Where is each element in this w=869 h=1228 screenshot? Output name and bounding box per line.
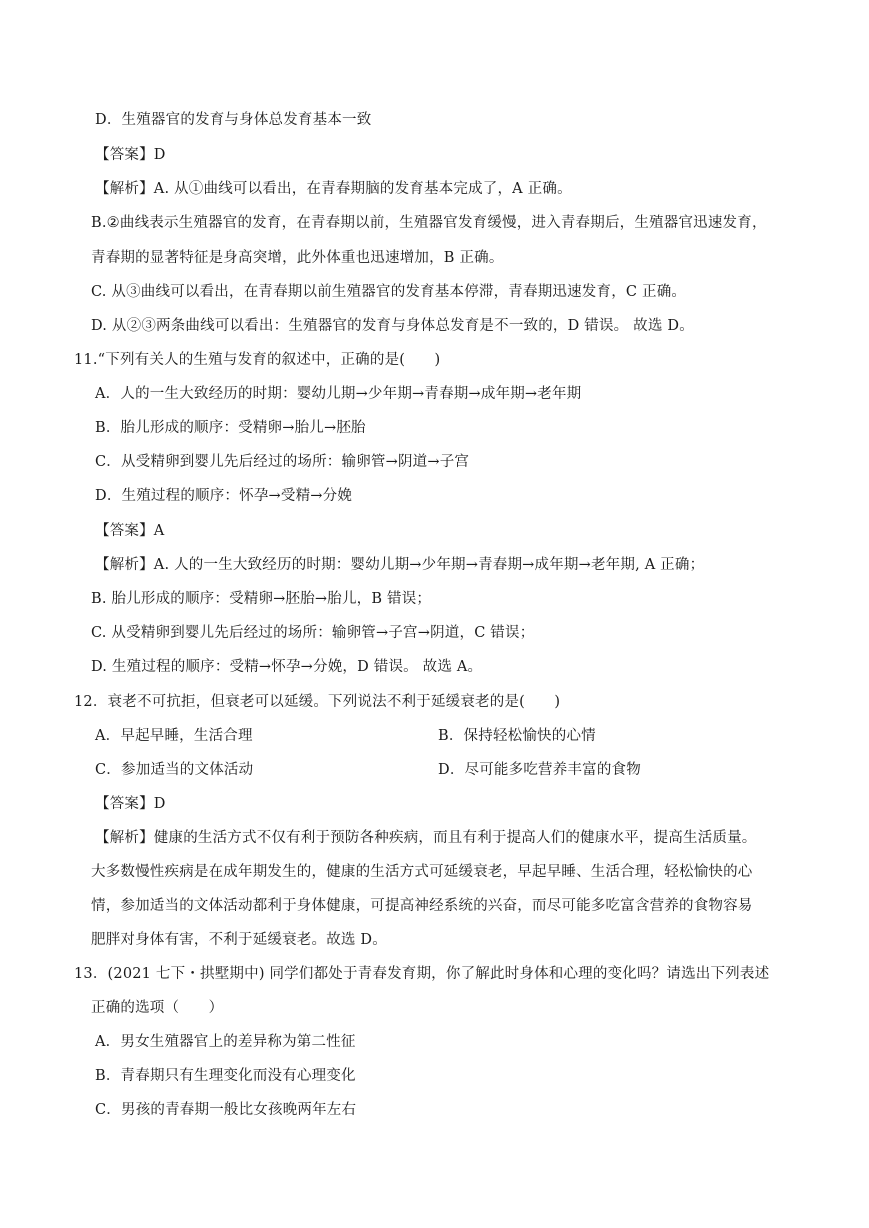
q12-stem: 12．衰老不可抗拒，但衰老可以延缓。下列说法不利于延缓衰老的是( ) xyxy=(74,694,561,710)
q11-option-c: C．从受精卵到婴儿先后经过的场所：输卵管→阴道→子宫 xyxy=(95,454,470,470)
q12-analysis-line: 【解析】健康的生活方式不仅有利于预防各种疾病，而且有利于提高人们的健康水平，提高生活质量。 xyxy=(95,830,757,846)
q12-answer: 【答案】D xyxy=(95,796,166,812)
q12-option-a: A．早起早睡，生活合理 xyxy=(95,728,253,744)
q13-option-c: C．男孩的青春期一般比女孩晚两年左右 xyxy=(95,1102,357,1118)
q13-option-a: A．男女生殖器官上的差异称为第二性征 xyxy=(95,1034,356,1050)
q13-stem-line: 13．(2021 七下・拱墅期中) 同学们都处于青春发育期，你了解此时身体和心理的变化吗？请选出下列表述 xyxy=(74,966,770,982)
q10-analysis-line: 青春期的显著特征是身高突增，此外体重也迅速增加，B 正确。 xyxy=(91,250,504,266)
q10-analysis-line: B.②曲线表示生殖器官的发育，在青春期以前，生殖器官发育缓慢，进入青春期后，生殖器官迅速发育， xyxy=(91,215,767,231)
q11-analysis-line: B. 胎儿形成的顺序：受精卵→胚胎→胎儿，B 错误； xyxy=(91,591,432,607)
q11-analysis-line: D. 生殖过程的顺序：受精→怀孕→分娩，D 错误。 故选 A。 xyxy=(91,659,483,675)
q10-option-d: D．生殖器官的发育与身体总发育基本一致 xyxy=(95,112,372,128)
q13-option-b: B．青春期只有生理变化而没有心理变化 xyxy=(95,1068,356,1084)
q12-option-c: C．参加适当的文体活动 xyxy=(95,762,254,778)
q12-option-b: B．保持轻松愉快的心情 xyxy=(438,728,596,744)
q11-stem: 11.“下列有关人的生殖与发育的叙述中，正确的是( ) xyxy=(74,352,441,368)
q11-option-d: D．生殖过程的顺序：怀孕→受精→分娩 xyxy=(95,488,353,504)
q11-answer: 【答案】A xyxy=(95,523,165,539)
q11-option-a: A．人的一生大致经历的时期：婴幼儿期→少年期→青春期→成年期→老年期 xyxy=(95,386,582,402)
q10-analysis-line: 【解析】A. 从①曲线可以看出，在青春期脑的发育基本完成了，A 正确。 xyxy=(95,181,572,197)
q12-analysis-line: 情，参加适当的文体活动都利于身体健康，可提高神经系统的兴奋，而尽可能多吃富含营养的食物容易 xyxy=(91,898,753,914)
q10-analysis-line: C. 从③曲线可以看出，在青春期以前生殖器官的发育基本停滞，青春期迅速发育，C 正确。 xyxy=(91,284,687,300)
q11-analysis-line: C. 从受精卵到婴儿先后经过的场所：输卵管→子宫→阴道，C 错误； xyxy=(91,625,535,641)
q11-analysis-line: 【解析】A. 人的一生大致经历的时期：婴幼儿期→少年期→青春期→成年期→老年期, A 正确； xyxy=(95,557,705,573)
q12-analysis-line: 大多数慢性疾病是在成年期发生的，健康的生活方式可延缓衰老，早起早睡、生活合理，轻松愉快的心 xyxy=(91,864,753,880)
q13-stem-line: 正确的选项（ ） xyxy=(91,1000,224,1016)
q12-analysis-line: 肥胖对身体有害，不利于延缓衰老。故选 D。 xyxy=(91,932,387,948)
q10-analysis-line: D. 从②③两条曲线可以看出：生殖器官的发育与身体总发育是不一致的，D 错误。 故选 D。 xyxy=(91,318,694,334)
q12-option-d: D．尽可能多吃营养丰富的食物 xyxy=(438,762,641,778)
q11-option-b: B．胎儿形成的顺序：受精卵→胎儿→胚胎 xyxy=(95,420,366,436)
q10-answer: 【答案】D xyxy=(95,147,166,163)
